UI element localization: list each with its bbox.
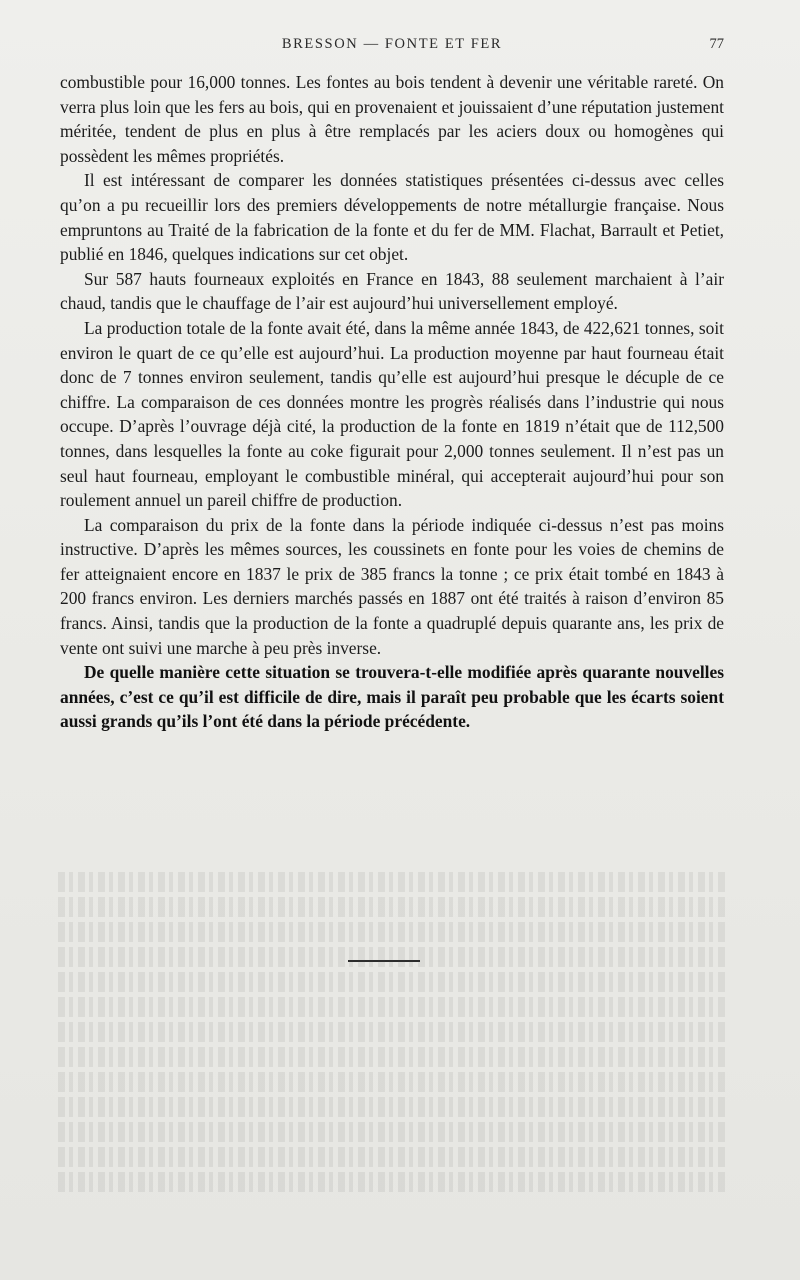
paragraph-5: La comparaison du prix de la fonte dans la période indiquée ci-dessus n’est pas moins instructive. D’après les mêmes sources, les coussinets en fonte pour les voies de chemins de fer atteignaient encore en 1837 le prix de 385 francs la tonne ; ce prix était tombé en 1843 à 200 francs environ. Les derniers marchés passés en 1887 ont été traités à raison d’environ 85 francs. Ainsi, tandis que la production de la fonte a quadruplé depuis quarante ans, les prix de vente ont suivi une marche à peu près inverse. bbox=[60, 514, 724, 658]
paragraph-1: combustible pour 16,000 tonnes. Les fontes au bois tendent à devenir une véritable rareté. On verra plus loin que les fers au bois, qui en provenaient et jouissaient d’une réputation justement méritée, tendent de plus en plus à être remplacés par les aciers doux ou homogènes qui possèdent les mêmes propriétés. bbox=[60, 72, 724, 166]
show-through-line bbox=[58, 1022, 728, 1042]
body-text bbox=[60, 70, 724, 734]
show-through-line bbox=[58, 1122, 728, 1142]
show-through-line bbox=[58, 922, 728, 942]
running-head bbox=[60, 36, 724, 58]
show-through-line bbox=[58, 1047, 728, 1067]
page-number: 77 bbox=[709, 36, 724, 52]
running-title: BRESSON — FONTE ET FER bbox=[281, 36, 503, 52]
show-through-line bbox=[58, 897, 728, 917]
show-through-line bbox=[58, 972, 728, 992]
show-through-line bbox=[58, 1172, 728, 1192]
paragraph-3: Sur 587 hauts fourneaux exploités en France en 1843, 88 seulement marchaient à l’air chaud, tandis que le chauffage de l’air est aujourd’hui universellement employé. bbox=[60, 268, 724, 314]
show-through-line bbox=[58, 872, 728, 892]
section-divider bbox=[348, 960, 420, 962]
paragraph-4: La production totale de la fonte avait été, dans la même année 1843, de 422,621 tonnes, soit environ le quart de ce qu’elle est aujourd’hui. La production moyenne par haut fourneau était donc de 7 tonnes environ seulement, tandis qu’elle est aujourd’hui presque le décuple de ce chiffre. La comparaison de ces données montre les progrès réalisés dans l’industrie qui nous occupe. D’après l’ouvrage déjà cité, la production de la fonte en 1819 n’était que de 112,500 tonnes, dans lesquelles la fonte au coke figurait pour 2,000 tonnes seulement. Il n’est pas un seul haut fourneau, employant le combustible minéral, qui accepterait aujourd’hui pour son roulement annuel un pareil chiffre de production. bbox=[60, 317, 724, 511]
show-through-line bbox=[58, 1097, 728, 1117]
paragraph-2: Il est intéressant de comparer les données statistiques présentées ci-dessus avec celles qu’on a pu recueillir lors des premiers développements de notre métallurgie française. Nous empruntons au Traité de la fabrication de la fonte et du fer de MM. Flachat, Barrault et Petiet, publié en 1846, quelques indications sur cet objet. bbox=[60, 170, 724, 265]
show-through-texture bbox=[58, 872, 728, 1212]
show-through-line bbox=[58, 1147, 728, 1167]
paragraph-6: De quelle manière cette situation se trouvera-t-elle modifiée après quarante nouvelles années, c’est ce qu’il est difficile de dire, mais il paraît peu probable que les écarts soient aussi grands qu’ils l’ont été dans la période précédente. bbox=[60, 662, 724, 732]
show-through-line bbox=[58, 947, 728, 967]
show-through-line bbox=[58, 997, 728, 1017]
show-through-line bbox=[58, 1072, 728, 1092]
